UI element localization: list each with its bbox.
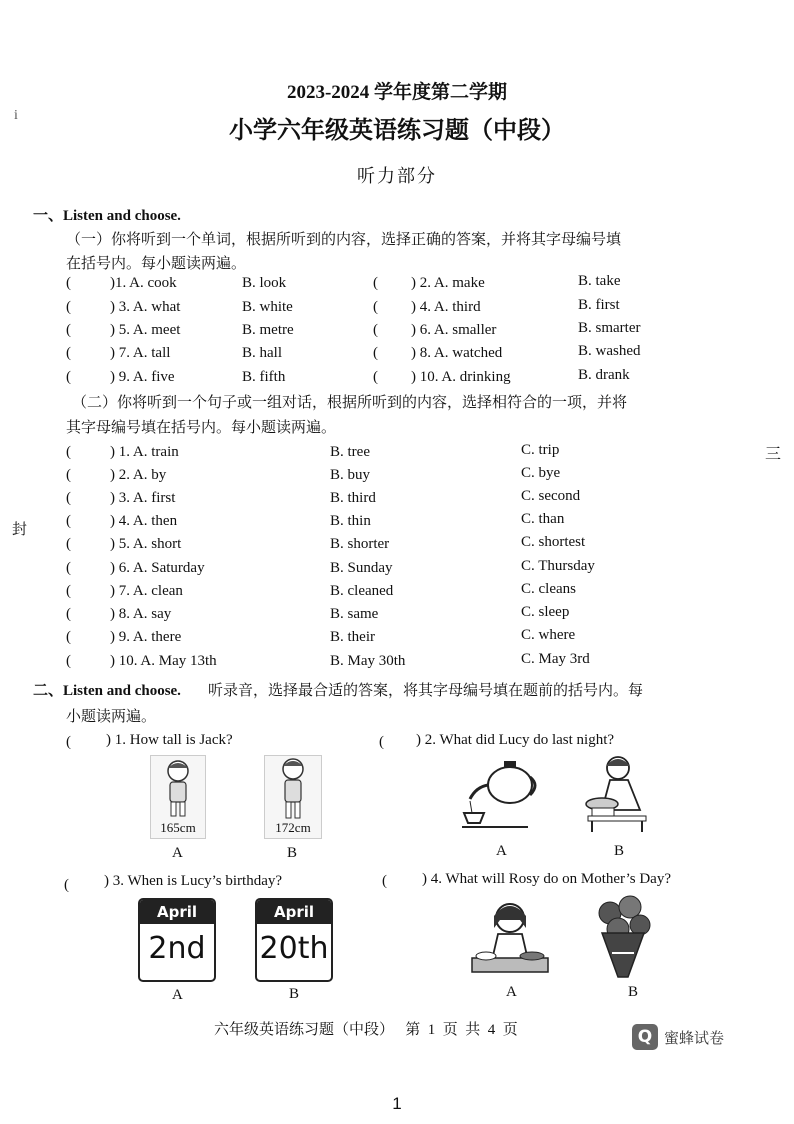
calendar-b-month: April [257,900,331,924]
paren-open: ( [66,299,71,315]
sub2-option-b: B. buy [330,467,371,483]
sub2-option-c: C. cleans [521,581,576,597]
year-line: 2023-2024 学年度第二学期 [286,82,508,103]
s2-q1-text: ) 1. How tall is Jack? [106,732,233,748]
sub2-option-c: C. second [521,488,581,504]
sub1-question: ) 8. A. watched [411,345,503,361]
paren-open: ( [66,275,71,291]
sub1-option-b: B. white [242,299,293,315]
sub2-option-b: B. thin [330,513,371,529]
option-a-label: A [172,845,183,861]
sub2-question: ) 7. A. clean [110,583,183,599]
option-a-label: A [506,984,517,1000]
margin-mark-top: i [14,108,18,123]
sub2-question: ) 1. A. train [110,444,179,460]
sub2-option-c: C. Thursday [521,558,595,574]
sub1-option-b: B. hall [242,345,282,361]
option-a-label: A [496,843,507,859]
paren-open: ( [373,369,378,385]
s2-q2-text: ) 2. What did Lucy do last night? [416,732,615,748]
option-b-label: B [287,845,298,861]
section2-instruction-1: 听录音，选择最合适的答案，将其字母编号填在题前的括号内。每 [208,683,644,699]
sub2-option-c: C. where [521,627,576,643]
s2-q4-text: ) 4. What will Rosy do on Mother’s Day? [422,871,672,887]
paren-open: ( [379,734,384,750]
boy-icon [265,756,321,822]
paren-open: ( [66,345,71,361]
sub2-instruction-2: 其字母编号填在括号内。每小题读两遍。 [66,420,337,436]
sub2-question: ) 6. A. Saturday [110,560,205,576]
boy-tall-picture [264,755,322,839]
sub1-question: )1. A. cook [110,275,177,291]
paren-open: ( [373,275,378,291]
option-b-label: B [289,986,300,1002]
boy-short-picture [150,755,206,839]
sub1-option-b: B. first [578,297,620,313]
sub1-option-b: B. smarter [578,320,641,336]
sub1-question: ) 9. A. five [110,369,175,385]
calendar-a-month: April [140,900,214,924]
paren-open: ( [66,629,71,645]
paren-open: ( [64,877,69,893]
sub2-question: ) 8. A. say [110,606,172,622]
sub2-option-c: C. May 3rd [521,651,590,667]
page-title: 小学六年级英语练习题（中段） [229,118,565,144]
margin-mark-right: 三 [765,446,782,463]
sub1-question: ) 5. A. meet [110,322,181,338]
section2-instruction-2: 小题读两遍。 [66,709,157,725]
flower-bouquet-icon [588,893,658,979]
calendar-b-day: 20th [259,931,329,966]
paren-open: ( [66,369,71,385]
sub2-question: ) 5. A. short [110,536,182,552]
paren-open: ( [66,322,71,338]
option-b-label: B [628,984,639,1000]
section1-heading: 一、Listen and choose. [33,208,181,224]
sub1-question: ) 3. A. what [110,299,181,315]
sub1-option-b: B. metre [242,322,294,338]
page-footer: 六年级英语练习题（中段） 第 1 页 共 4 页 [214,1022,518,1038]
height-a-label: 165cm [160,820,196,835]
teapot-icon [460,755,540,835]
sub1-question: ) 2. A. make [411,275,485,291]
margin-mark-seal: 封 [12,522,28,538]
sub2-question: ) 9. A. there [110,629,182,645]
sub2-option-b: B. cleaned [330,583,394,599]
sub2-option-b: B. same [330,606,379,622]
sub1-question: ) 7. A. tall [110,345,171,361]
calendar-a-day: 2nd [148,931,206,966]
paren-open: ( [373,299,378,315]
paren-open: ( [66,583,71,599]
watermark-logo-icon: Q [632,1024,658,1050]
sub1-question: ) 6. A. smaller [411,322,497,338]
calendar-b [255,898,333,982]
calendar-a [138,898,216,982]
sub1-question: ) 10. A. drinking [411,369,511,385]
sub2-option-b: B. third [330,490,376,506]
watermark [632,1024,724,1050]
watermark-text: 蜜蜂试卷 [664,1028,725,1047]
girl-washing-icon [580,752,654,836]
sub1-option-b: B. fifth [242,369,286,385]
paren-open: ( [382,873,387,889]
sub1-question: ) 4. A. third [411,299,481,315]
section2-heading: 二、Listen and choose. [33,683,181,699]
sub2-option-c: C. sleep [521,604,570,620]
sub2-option-b: B. shorter [330,536,390,552]
paren-open: ( [66,653,71,669]
girl-cooking-icon [470,894,550,980]
sub2-option-c: C. trip [521,442,560,458]
paren-open: ( [66,560,71,576]
paren-open: ( [66,490,71,506]
sub1-option-b: B. take [578,273,621,289]
paren-open: ( [66,467,71,483]
paren-open: ( [66,513,71,529]
paren-open: ( [66,444,71,460]
option-a-label: A [172,987,183,1003]
sub1-option-b: B. washed [578,343,641,359]
sub1-option-b: B. look [242,275,287,291]
part-title: 听力部分 [357,166,437,186]
paren-open: ( [373,345,378,361]
boy-icon [151,756,205,822]
paren-open: ( [66,606,71,622]
sub2-option-c: C. bye [521,465,561,481]
sub2-option-b: B. May 30th [330,653,406,669]
sub2-option-b: B. Sunday [330,560,393,576]
sub2-question: ) 3. A. first [110,490,176,506]
page-number: 1 [392,1094,402,1113]
sub2-option-b: B. tree [330,444,370,460]
paren-open: ( [373,322,378,338]
paren-open: ( [66,734,71,750]
sub2-question: ) 4. A. then [110,513,178,529]
paren-open: ( [66,536,71,552]
option-b-label: B [614,843,625,859]
sub1-instruction-2: 在括号内。每小题读两遍。 [66,256,247,272]
sub2-option-c: C. shortest [521,534,586,550]
sub1-option-b: B. drank [578,367,630,383]
sub2-question: ) 10. A. May 13th [110,653,217,669]
s2-q3-text: ) 3. When is Lucy’s birthday? [104,873,283,889]
sub2-option-b: B. their [330,629,375,645]
height-b-label: 172cm [275,820,311,835]
sub1-instruction-1: （一）你将听到一个单词，根据所听到的内容，选择正确的答案，并将其字母编号填 [66,232,622,248]
sub2-question: ) 2. A. by [110,467,167,483]
sub2-option-c: C. than [521,511,565,527]
sub2-instruction-1: （二）你将听到一个句子或一组对话，根据所听到的内容，选择相符合的一项，并将 [72,395,628,411]
